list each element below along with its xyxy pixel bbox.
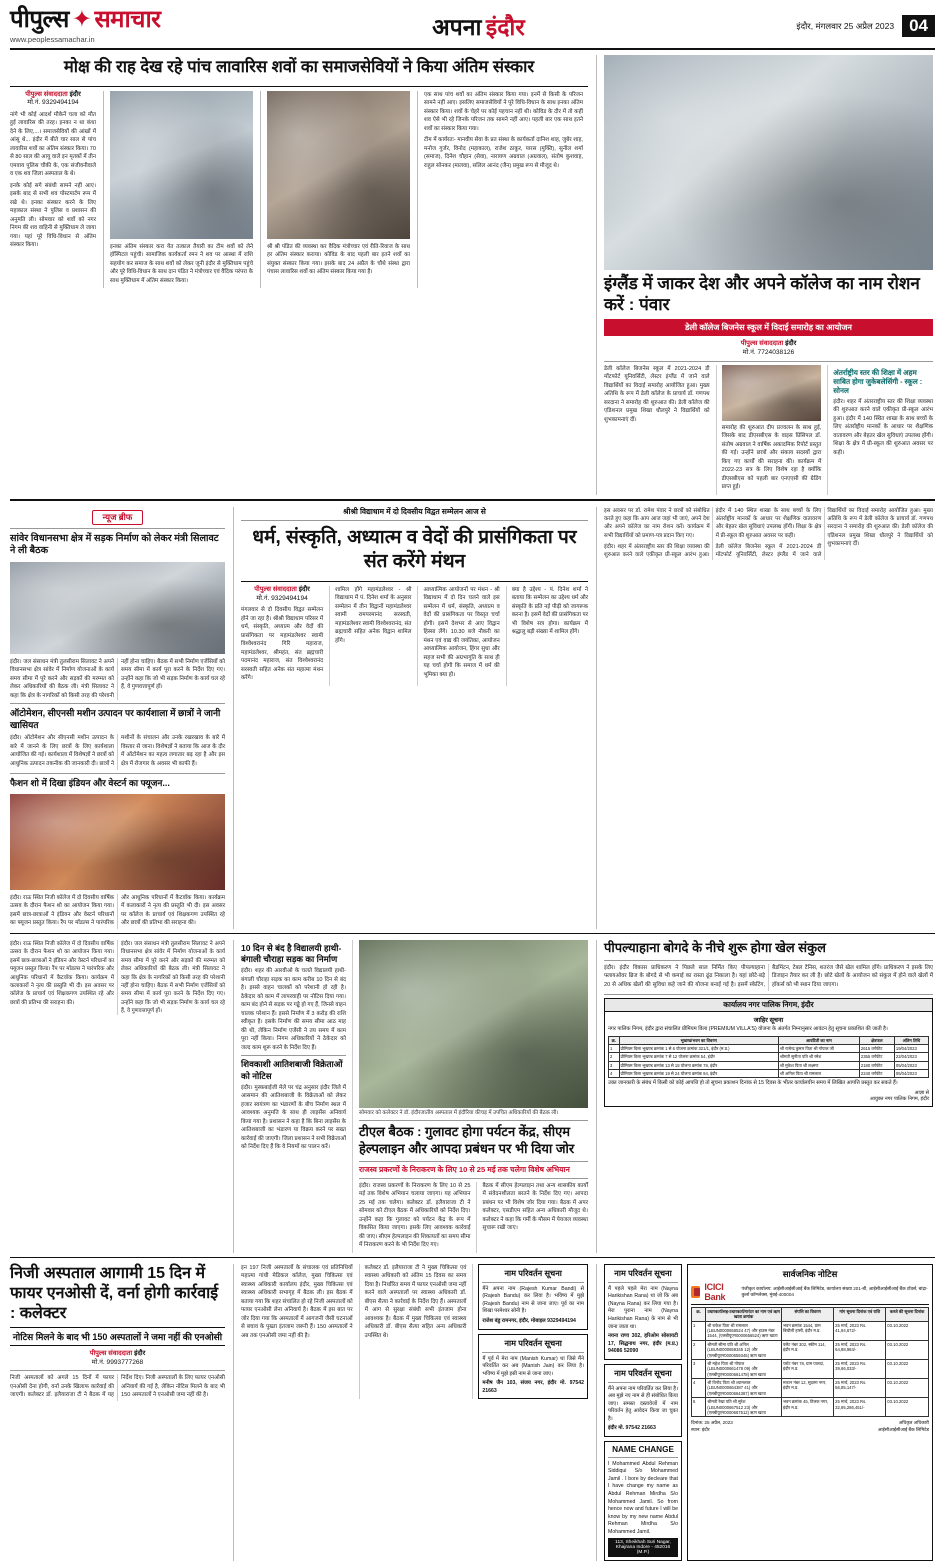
page-number: 04 [902, 15, 935, 37]
municipal-signature [608, 1090, 929, 1103]
bank-name: ICICI Bank [704, 1281, 726, 1302]
muni-cell: 2 [609, 1053, 620, 1061]
news-brief-tag: न्यूज ब्रीफ [92, 510, 144, 525]
bank-cell: 03.10.2022 [886, 1359, 929, 1378]
bank-cell: श्रीमती रेखा पति श्री सुरेश (LBUN0000667512 23) और (एलबीयूएन0000667512) ऋण खाता [706, 1398, 782, 1417]
muni-col-1: भूखण्ड/भवन का विवरण [619, 1036, 778, 1044]
website-url[interactable]: www.peoplessamachar.in [10, 35, 95, 44]
muni-cell: श्री राजेन्द्र कुमार पिता श्री गोपाल जी [778, 1044, 859, 1052]
vidyadham-para-3: आध्यात्मिक आयोजनों पर मंथन - श्री विद्याधाम में दो दिन चलने वाले इस सम्मेलन में धर्म, संस्कृति, अध्यात्म व वेदों की प्रासंगिकता पर विस्तृत चर्चा होगी। इसमें देशभर से आए विद्वान हिस्सा लेंगे। 10.30 बजे नौकरी का मंथन एवं वाद्य की जयंतिका, आयोजन आध्यात्मिक आयोजन, हिंगर सुधा और सहज सभी की अग्रभागुति के साथ ही यह चर्चा होगी कि समाज में धर्म की भूमिका क्या हो। [423, 586, 500, 678]
road-story [241, 940, 346, 1253]
name-change-title-4: नाम परिवर्तन सूचना [614, 1368, 672, 1378]
england-byline-location: इंदौर [785, 340, 797, 348]
muni-cell: 05/04/2023 [894, 1070, 928, 1078]
muni-col-4: अंतिम तिथि [894, 1036, 928, 1044]
table-row [609, 1070, 929, 1078]
tl-meeting-photo-caption: सोमवार को कलेक्टर ने डॉ. इंदौरजातीय अस्पताल में इंदौरिया कीचड़ में उपचित अधिकारियों की बैठक ली। [359, 1110, 559, 1117]
lead-phone: मो.नं. 9329494194 [27, 99, 79, 107]
vidyadham-byline [241, 586, 323, 595]
vidyadham-story [233, 507, 588, 930]
hospital-col-2 [241, 1264, 353, 1399]
bank-cell: 25 मार्च, 2023 Rs. 41,94,672/- [834, 1321, 886, 1340]
hospital-para-2: इन 197 निजी अस्पतालों के संचालक एवं प्रतिनिधियों महात्मा गांधी मेडिकल कॉलेज, मुख्य चिकित्सा एवं स्वास्थ्य अधिकारी कार्यालय इंदौर, मुख्य चिकित्सा एवं स्वास्थ्य अधिकारी सभागृह में बैठक ली। इस बैठक में बताया गया कि शहर संचालित हो रहे निजी अस्पतालों को फायर एनओसी लेना अनिवार्य है। बैठक में इस बात पर जोर दिया गया कि अस्पतालों में आगजनी जैसी घटनाओं से बचाव के पुख्ता इंतजाम जरूरी हैं। 150 अस्पतालों ने अब तक एनओसी जमा नहीं की है। [241, 1264, 353, 1339]
name-change-english-body: I Mohammed Abdul Rehman Siddiqui S/o Mohammed Jamil . I bore by decleare that I have change my name as Abdul Rehman Mirdha S/o Mohammed Jamil. So from hence now and future I will be know by my new name Abdul Rehman Mirdha S/o Mohammed Jamil. [608, 1460, 678, 1535]
vidyadham-col-4 [506, 586, 588, 686]
table-row [609, 1061, 929, 1069]
england-byline-source: पीपुल्स संवाददाता [740, 340, 784, 348]
bottom-mid-column [233, 1264, 588, 1561]
brief-text-3: इंदौर। राऊ स्थित निजी कॉलेज में दो दिवसीय वार्षिक उत्सव के दौरान फैशन शो का आयोजन किया गया। इसमें छात्र-छात्राओं ने इंडियन और वेस्टर्न परिधानों का फ्यूजन प्रस्तुत किया। रैंप पर मॉडल्स ने पारंपरिक और आधुनिक परिधानों में कैटवॉक किया। कार्यक्रम में कलाकारों ने नृत्य की प्रस्तुति भी दी। इस अवसर पर कॉलेज के प्राचार्य एवं शिक्षकगण उपस्थित रहे और छात्रों की प्रतिभा की सराहना की। [10, 894, 225, 927]
bank-cell: मकान नंबर 12, सुदामा नगर, इंदौर म.प्र. [782, 1379, 834, 1398]
hospital-para-3: कलेक्टर डॉ. इलैयाराजा टी ने मुख्य चिकित्सा एवं स्वास्थ्य अधिकारी को अंतिम 15 दिवस का समय दिया है। निर्धारित समय में फायर एनओसी जमा नहीं करने वाले अस्पतालों पर स्वास्थ्य अधिकारी डॉ. बीएस सैत्या ने कार्रवाई के निर्देश दिए हैं। अस्पतालों में आग से सुरक्षा संबंधी सभी इंतजाम होना आवश्यक है। बैठक में मुख्य चिकित्सा एवं स्वास्थ्य अधिकारी डॉ. बीएस सैत्या सहित अन्य अधिकारी उपस्थित थे। [364, 1264, 467, 1339]
bank-date-line: दिनांक: 25 अप्रैल, 2023 [691, 1420, 733, 1426]
municipal-notice-box [604, 998, 933, 1107]
edition-word-city: इंदौर [485, 14, 525, 40]
hospital-subhead: नोटिस मिलने के बाद भी 150 अस्पतालों ने जमा नहीं की एनओसी [10, 1327, 225, 1346]
name-change-body-4: मैंने अपना नाम परिवर्तित कर लिया है। अब मुझे नए नाम से ही संबोधित किया जाए। समस्त दस्तावेजों में नाम परिवर्तन हेतु आवेदन किया जा चुका है। [608, 1385, 678, 1422]
public-notice-title: सार्वजनिक नोटिस [782, 1268, 838, 1279]
brief-headline-3: फैशन शो में दिखा इंडियन और वेस्टर्न का फ्यूजन... [10, 777, 170, 788]
bank-cell: 03.10.2022 [886, 1379, 929, 1398]
name-change-title-3: नाम परिवर्तन सूचना [504, 1338, 562, 1348]
lead-col-2 [103, 91, 253, 289]
bank-cell: 5 [692, 1398, 706, 1417]
vidyadham-byline-location: इंदौर [298, 585, 310, 593]
firecracker-story-text: इंदौर। मुस्कबाईजी मेले पर चंद्र अनुसार इंदौर जिले में आसमान की आतिशबाजी के विक्रेताओं को लेकर हजार स्वयंत्रण का भंडारणों के बीच निर्माण स्थल में आवश्यक अनुमति के साथ ही लाइसेंस अनिवार्य किया गया है। प्रशासन ने कहा है कि बिना लाइसेंस के आतिशबाजी का भंडारण या विक्रय करने पर सख्त कार्रवाई की जाएगी। जिला प्रशासन ने सभी विक्रेताओं को निर्देश दिए हैं कि वे नियमों का पालन करें। [241, 1084, 347, 1151]
brief-headline-2: ऑटोमेशन, सीएनसी मशीन उत्पादन पर कार्यशाला में छात्रों ने जानी खासियत [10, 708, 221, 730]
road-story-text: इंदौर। शहर की आरवीओ के चलते विद्यालयी हाथी-बंगाली चौराहा सड़क का काम करीब 10 दिन से बंद है। इससे वाहन चालकों को परेशानी हो रही है। ठेकेदार को काम में लापरवाही पर नोटिस दिया गया। काम बंद होने से सड़क पर गड्ढे हो गए हैं, जिनसे वाहन चालक परेशान हैं। इससे निर्माण में 3 करोड़ की राशि स्वीकृत है। इसके निर्माण की समय सीमा आठ माह की थी, लेकिन निर्माण एजेंसी ने तय समय में काम पूरा नहीं किया। निगम अधिकारियों ने ठेकेदार को जल्द काम शुरू करने के निर्देश दिए हैं। [241, 968, 346, 1051]
bank-cell: 2 [692, 1340, 706, 1359]
preschool-continued-2: इंदौर। शहर में अंतरराष्ट्रीय स्तर की शिक्षा व्यवस्था की शुरुआत करने वाले एकीकृत प्री-स्कूल आरंभ हुआ। इंदौर में 140 स्थित शाखा के साथ बच्चों के लिए अंतर्राष्ट्रीय मानकों के आधार पर शैक्षणिक वातावरण और बेहतर खेल सुविधाएं उपलब्ध होंगी। शिक्षा के क्षेत्र में प्री-स्कूल की शुरुआत अवसर पर कही। [604, 507, 822, 559]
muni-cell: 3 [609, 1061, 620, 1069]
lead-para-1: नांगे भी कोई आदर्श मौकेनें चला को मौत हुई लावारिस की तरह। इनका न था कंधा देने के लिए,...। समाजसेवियों की आंखों में आंसू थे... इंदौर में बीते चार साल से पांच लावारिस शवों का अंतिम संस्कार किया। 70 से 80 साल की आयु वाले इन मृतकों में तीन एमवाय पुलिस चौकी के, एक संजीवनीवाले व एक शव जिला अस्पताल के थे। [10, 111, 96, 178]
bank-sign-label: अधिकृत अधिकारी [898, 1420, 929, 1426]
vidyadham-col-2 [329, 586, 411, 686]
tl-meeting-photo [359, 940, 588, 1108]
muni-cell: 1 [609, 1044, 620, 1052]
england-photo [604, 55, 933, 270]
lead-para-2: इनके कोई सगे संबंधी सामने नहीं आए। इसके बाद से सभी शव पोस्टमार्टम रूम में रखे थे। इनका संस्कार करने के लिए महाकाल संस्था ने पुलिस व प्रशासन की अनुमति ली। सोमवार को शवों को नगर निगम की शव वाहिनी से मुक्तिधाम ले जाया गया। यहां पूरे विधि-विधान से अंतिम संस्कार किया। [10, 182, 96, 249]
muni-cell: श्री अनिल पिता श्री रामलाल [778, 1070, 859, 1078]
vidyadham-byline-source: पीपुल्स संवाददाता [254, 585, 297, 593]
lead-para-6: टीम में कार्यरतः- मानवीय सेवा के प्रत संस्था के कार्यकर्ता दानिश शाह, जुबेर शाह, मनोज गुर्जर, विनोद (महाकाल), राजेश ठाकुर, पारस (मुक्ति), सुनील शर्मा (समाज), दिनेश चौहान (सेवा), नारायण अग्रवाल (अग्रवाल), संतोष कुशवाह, राहुल सोनकर (मालवा), सलिल आनंद (जैन) प्रमुख रूप से मौजूद थे। [424, 137, 583, 169]
name-change-title-1: नाम परिवर्तन सूचना [504, 1268, 562, 1278]
muni-cell: 2355 वर्गफीट [859, 1053, 894, 1061]
masthead-right [796, 15, 935, 37]
vidyadham-phone: मो.नं. 9329494194 [256, 594, 308, 602]
hospital-byline-source: पीपुल्स संवाददाता [89, 1350, 133, 1358]
sports-text: इंदौर। इंदौर विकास प्राधिकरण ने पिछले साल निर्मित किए पीपल्याहाना फ्लायओवर ब्रिज के बोगदे से भी कमाई का रास्ता ढूंढ निकाला है। यहां छोटे-बड़े 20 से अधिक खेलों की सुविधा कहे जाने की योजना बनाई गई है। इसमें स्केटिंग, बैडमिंटन, टेबल टेनिस, शतरंज जैसे खेल शामिल होंगे। प्राधिकरण ने इसके लिए डिजाइन तैयार कर ली है। छोटे खेलों के आयोजन को संकुल में होने वाले खेलों में हॉकर्स को भी स्थान दिया जाएगा। [604, 964, 933, 988]
bank-cell: भवन क्रमांक 1544, ग्राम बिचौली हप्सी, इंदौर म.प्र. [782, 1321, 834, 1340]
bank-col-1: उधारकर्ता/सह-उधारकर्ता/गारंटर का नाम एवं ऋण खाता क्रमांक [707, 1308, 780, 1320]
preschool-continued: इस अवसर पर डॉ. रामेश पंवार ने छात्रों को संबोधित करते हुए कहा कि आप आज जहां भी जाएं, अपने देश और अपने कॉलेज का नाम रोशन करें। कार्यक्रम में सभी विद्यार्थियों को प्रमाण-पत्र प्रदान किए गए। [604, 507, 710, 539]
bank-signature [878, 1420, 929, 1433]
vidyadham-col-3 [417, 586, 499, 686]
bank-notice-table [691, 1307, 929, 1417]
muni-cell: 4 [609, 1070, 620, 1078]
tl-meeting-subhead: राजस्व प्रकरणों के निराकरण के लिए 10 से 25 मई तक चलेगा विशेष अभियान [359, 1164, 570, 1174]
name-change-box-2 [604, 1264, 682, 1360]
vidyadham-col-1 [241, 586, 323, 686]
bank-cell: 1 [692, 1321, 706, 1340]
bank-address: पंजीकृत कार्यालय: आईसीआईसीआई बैंक लिमिटेड, कार्यालय संख्या 201-बी, आईसीआईसीआई बैंक टॉवर्स, बांद्रा-कुर्ला कॉम्प्लेक्स, मुंबई-400004 [741, 1285, 928, 1297]
middle-section [10, 507, 935, 930]
name-change-box-1 [478, 1264, 588, 1330]
table-row [692, 1359, 929, 1378]
brief-cont-1: इंदौर। राऊ स्थित निजी कॉलेज में दो दिवसीय वार्षिक उत्सव के दौरान फैशन शो का आयोजन किया गया। इसमें छात्र-छात्राओं ने इंडियन और वेस्टर्न परिधानों का फ्यूजन प्रस्तुत किया। रैंप पर मॉडल्स ने पारंपरिक और आधुनिक परिधानों में कैटवॉक किया। कार्यक्रम में कलाकारों ने नृत्य की प्रस्तुति भी दी। इस अवसर पर कॉलेज के प्राचार्य एवं शिक्षकगण उपस्थित रहे और छात्रों की प्रतिभा की सराहना की। [10, 941, 114, 1006]
england-col-1 [604, 365, 710, 495]
name-change-box-3 [478, 1334, 588, 1400]
england-para-2: समारोह की शुरुआत दीप प्रज्वलन के साथ हुई, जिसके बाद डीएसबीएस के वाइस प्रिंसिपल डॉ. संतोष अग्रवाल ने वार्षिक अकादमिक रिपोर्ट प्रस्तुत की गई। उन्होंने छात्रों और संकाय सदस्यों द्वारा किए गए कार्यों की सराहना की। कार्यक्रम में 2022-23 सत्र के लिए विशेष रहा है क्योंकि डीएसबीएस को पहली बार एनएएसी की ग्रेडिंग प्राप्त हुई। [721, 424, 822, 491]
logo-text: पीपुल्स ✦ समाचार [10, 6, 161, 33]
bank-cell: श्री महेश पिता श्री गोपाल (LBUN0000661478 09) और (एलबीयूएन0000661478) ऋण खाता [706, 1359, 782, 1378]
hospital-phone: मो.नं. 9993777268 [91, 1358, 144, 1366]
name-change-english-address: 113, Sheikhah Suri Nagar, Khajrana Indore - 452016 (M.P.) [608, 1538, 678, 1557]
muni-cell: 2615 वर्गफीट [859, 1044, 894, 1052]
bank-cell: प्लॉट नंबर 78, ग्राम पालदा, इंदौर म.प्र. [782, 1359, 834, 1378]
byline-source: पीपुल्स संवाददाता [25, 90, 68, 98]
name-change-body-1: मैंने अपना नाम (Rajesh Kumar Bandi) से (Rajesh Bandu) कर लिया है। भविष्य में मुझे (Rajesh Bandu) नाम से जाना जाए। पूर्व का नाम शिखा परमेश्वर सोनी है। [482, 1285, 584, 1315]
bank-place-line: स्थान: इंदौर [691, 1426, 710, 1432]
logo-word-1: पीपुल्स [10, 6, 69, 33]
lead-para-5: एक साथ पांच शवों का अंतिम संस्कार किया गया। इनमें से किसी के परिजन सामने नहीं आए। इसलिए समाजसेवियों ने पूरे विधि-विधान के साथ इनका अंतिम संस्कार किया। शवों के चेहरे पर कोई पहचान नहीं थी। कोविड के दौर में तो कहीं शव ऐसे भी रहे जिनके परिजन तक सामने नहीं आए। पहली बार एक साथ इतने शवों का संस्कार किया गया। [424, 91, 583, 132]
bank-cell: 03.10.2022 [886, 1340, 929, 1359]
brief-text-2: इंदौर। ऑटोमेशन और सीएनसी मशीन उत्पादन के बारे में जानने के लिए छात्रों के लिए कार्यशाला आयोजित की गई। कार्यशाला में विशेषज्ञों ने छात्रों को आधुनिक उत्पादन तकनीक की जानकारी दी। छात्रों ने मशीनों के संचालन और उनके रखरखाव के बारे में विस्तार से जाना। विशेषज्ञों ने बताया कि आज के दौर में ऑटोमेशन का महत्व लगातार बढ़ रहा है और इस क्षेत्र में रोजगार के अवसर भी काफी हैं। [10, 735, 225, 767]
bank-sign-name: आईसीआईसीआई बैंक लिमिटेड [877, 1426, 929, 1432]
bottom-section [10, 1264, 935, 1561]
bank-cell: 25 मार्च, 2023 Rs. 39,66,033/- [834, 1359, 886, 1378]
england-subhead: डेली कॉलेज बिजनेस स्कूल में विदाई समारोह का आयोजन [604, 319, 933, 336]
bank-cell: 4 [692, 1379, 706, 1398]
name-change-body-3: मैं पूर्व में मेरा नाम (Manish Kumar) था जिसे मैंने परिवर्तित कर अब (Manish Jain) कर लिया है। भविष्य में मुझे इसी नाम से जाना जाए। [482, 1355, 584, 1377]
muni-col-3: क्षेत्रफल [859, 1036, 894, 1044]
table-row [692, 1340, 929, 1359]
england-headline: इंग्लैंड में जाकर देश और अपने कॉलेज का नाम रोशन करें : पंवार [604, 274, 920, 314]
municipal-notice-subtitle: जाहिर सूचना [753, 1016, 784, 1024]
name-change-title-2: नाम परिवर्तन सूचना [614, 1268, 672, 1278]
bank-col-4: कब्जे की सूचना दिनांक [886, 1307, 929, 1321]
icici-logo-icon [691, 1286, 700, 1298]
lead-para-3: इनका अंतिम संस्कार करा येत तत्काल तैयारी का टीम शवों को लेने हॉस्पिटल पहुंची। सामाजिक कार्यकर्ता रमन ने शव पर आस्था में राशि सहयोग कर समाज के साथ शवों को लेकर जूनी इंदौर से मुक्तिधाम पहुंचे और पूरे विधि-विधान के साथ दान पंडित ने मंत्रोच्चार एवं वैदिक परंपरा के साथ मुक्तिधाम में अंतिम संस्कार किया। [110, 243, 253, 284]
bank-cell: 03.10.2022 [886, 1398, 929, 1417]
hospital-byline [10, 1350, 225, 1359]
hospital-col-3 [359, 1264, 467, 1399]
bank-cell: भवन क्रमांक 45, तिलक नगर, इंदौर म.प्र. [782, 1398, 834, 1417]
lead-section [10, 55, 935, 495]
table-row [692, 1321, 929, 1340]
lower-right-column [596, 940, 933, 1253]
municipal-notice-intro: नगर पालिक निगम, इंदौर द्वारा संचालित प्रीमियम विला (PREMIUM VILLA'S) योजना के अंतर्गत निम्नानुसार आवंटन हेतु सूचना प्रकाशित की जाती है। [608, 1025, 888, 1032]
hospital-para-1: निजी अस्पतालों को अगले 15 दिनों में फायर एनओसी देना होगी, वर्ना उनके खिलाफ कार्रवाई की जाएगी। कलेक्टर डॉ. इलैयाराजा टी ने बैठक में यह निर्देश दिए। निजी अस्पतालों के लिए फायर एनओसी अनिवार्य की गई है, लेकिन नोटिस मिलने के बाद भी 150 अस्पतालों ने एनओसी जमा नहीं की है। [10, 1375, 225, 1399]
name-change-address-3: मनीष जैन 103, संजय नगर, इंदौर मो. 97542 21663 [482, 1380, 584, 1394]
muni-cell: श्री मुकेश पिता श्री लक्ष्मण [778, 1061, 859, 1069]
bank-cell: श्री विनोद पिता श्री श्यामलाल (LBUN0000664387 41) और (एलबीयूएन0000664387) ऋण खाता [706, 1379, 782, 1398]
brief-photo-1 [10, 562, 225, 654]
name-change-address-1: राजेश बंडु रामनगर, इंदौर, मोबाइल 9329494194 [482, 1318, 576, 1325]
sports-headline: पीपल्याहाना बोगदे के नीचे शुरू होगा खेल संकुल [604, 940, 826, 956]
bank-col-3: मांग सूचना दिनांक एवं राशि [834, 1307, 886, 1321]
municipal-footer-note: उक्त जानकारी के संबंध में किसी को कोई आपत्ति हो तो सूचना प्रकाशन दिनांक से 15 दिवस के भीतर कार्यालयीन समय में लिखित आपत्ति प्रस्तुत कर सकते हैं। [608, 1080, 898, 1087]
municipal-sign-label: आज्ञा से [914, 1089, 929, 1096]
edition-word-apna: अपना [432, 14, 482, 40]
bank-cell: 25 मार्च, 2023 Rs. 32,95,286,451/- [834, 1398, 886, 1417]
table-row [609, 1053, 929, 1061]
byline-location: इंदौर [69, 90, 81, 98]
preschool-continued-3: डेली कॉलेज बिजनेस स्कूल में 2021-2024 डी मोंटफोर्ट यूनिवर्सिटी, लेस्टर इंग्लैंड में जाने वाले विद्यार्थियों का विदाई समारोह आयोजित हुआ। मुख्य अतिथि के रूप में डेली कॉलेज के प्राचार्य डॉ. गणपथ सरदाना ने समारोह की शुरुआत की। डेली कॉलेज की एडिशनल प्रमुख शिखा धौलपुरे ने विद्यार्थियों को शुभकामनाएं दीं। [715, 507, 933, 559]
table-row [609, 1044, 929, 1052]
edition-title [161, 10, 797, 42]
vidyadham-para-2: शामिल होंगे महामंडलेश्वर - श्री विद्याधाम में पं. दिनेश शर्मा के अनुसार सम्मेलन में तीन विद्वानों महामंडलेश्वर स्वामी रामपरमानंद सरस्वती, महामंडलेश्वर स्वामी विश्वेश्वरानंद, संत ब्रह्मचारी सहित अनेक विद्वान शामिल होंगे। [335, 586, 412, 644]
england-phone: मो.नं. 7724038126 [742, 349, 795, 357]
vidyadham-kicker: श्रीश्री विद्याधाम में दो दिवसीय विद्वत सम्मेलन आज से [343, 506, 486, 516]
muni-cell: 05/04/2023 [894, 1061, 928, 1069]
road-story-headline: 10 दिन से बंद है विद्यालयी हाथी-बंगाली चौराहा सड़क का निर्माण [241, 943, 342, 965]
brief-headline-1: सांवेर विधानसभा क्षेत्र में सड़क निर्माण को लेकर मंत्री सिलावट ने ली बैठक [10, 532, 219, 557]
lower-section [10, 940, 935, 1253]
england-photo-2 [722, 365, 822, 421]
municipal-notice-title: कार्यालय नगर पालिक निगम, इंदौर [605, 999, 932, 1012]
publication-logo [10, 8, 161, 44]
name-change-address-4: इंदौर मो. 97542 21663 [608, 1425, 656, 1432]
hospital-headline: निजी अस्पताल आगामी 15 दिन में फायर एनओसी दें, वर्ना होगी कार्रवाई : कलेक्टर [10, 1264, 219, 1323]
bank-col-2: संपत्ति का विवरण [782, 1307, 834, 1321]
lead-headline: मोक्ष की राह देख रहे पांच लावारिस शवों का समाजसेवियों ने किया अंतिम संस्कार [63, 58, 535, 76]
lead-col-4 [417, 91, 583, 289]
muni-cell: 22/04/2023 [894, 1053, 928, 1061]
brief-photo-2 [10, 794, 225, 890]
bank-table-header-row [692, 1307, 929, 1321]
vidyadham-para-4: क्या है उद्देश्य - पं. दिनेश शर्मा ने बताया कि सम्मेलन का उद्देश्य धर्म और संस्कृति के प्रति नई पीढ़ी को जागरूक करना है। इसमें वेदों की प्रासंगिकता पर भी विशेष सत्र होगा। कार्यक्रम में श्रद्धालु बड़ी संख्या में शामिल होंगे। [511, 586, 588, 636]
name-change-english-box [604, 1441, 682, 1561]
preschool-caption-headline: अंतर्राष्ट्रीय स्तर की शिक्षा में अहम साबित होगा जुकेबलेसिंगी - स्कूल : सोनल [833, 367, 923, 396]
bank-notice-box [687, 1264, 933, 1561]
news-brief-column [10, 507, 225, 930]
england-col-3 [827, 365, 933, 495]
bank-cell: श्रीमती सीमा पति श्री अनिल (LBUN0000659345 12) और (एलबीयूएन0000659345) ऋण खाता [706, 1340, 782, 1359]
bank-col-0: क्र. [692, 1307, 706, 1321]
municipal-table-header-row [609, 1036, 929, 1044]
lower-left-column [10, 940, 225, 1253]
lead-photo-2 [267, 91, 410, 239]
muni-cell: प्रीमियम विला भूखण्ड क्रमांक 19 से 24 योजना क्रमांक 94, इंदौर [619, 1070, 778, 1078]
lead-story [10, 55, 588, 495]
muni-cell: प्रीमियम विला भूखण्ड क्रमांक 7 से 12 योजना क्रमांक 54, इंदौर [619, 1053, 778, 1061]
bank-cell: 03.10.2022 [886, 1321, 929, 1340]
preschool-column [596, 507, 933, 930]
tl-meeting-para-1: इंदौर। राजस्व प्रकरणों के निराकरण के लिए 10 से 25 मई तक विशेष अभियान चलाया जाएगा। यह अभियान 25 मई तक चलेगा। कलेक्टर डॉ. इलैयाराजा टी ने सोमवार को टीएल बैठक में अधिकारियों को निर्देश दिए। उन्होंने कहा कि गुलावट को पर्यटन केंद्र के रूप में विकसित किया जाएगा। इसके लिए आवश्यक कार्रवाई की जाए। सीएम हेल्पलाइन की शिकायतों का समय सीमा में निराकरण करने के भी निर्देश दिए गए। [359, 1182, 471, 1249]
name-change-english-title: NAME CHANGE [612, 1444, 674, 1454]
brief-text-1: इंदौर। जल संसाधन मंत्री तुलसीराम सिलावट ने अपने विधानसभा क्षेत्र सांवेर में निर्माण योजनाओं के कार्य समय सीमा में पूरे करने और सड़कों की मरम्मत को लेकर अधिकारियों की बैठक ली। मंत्री सिलावट ने कहा कि क्षेत्र के नागरिकों को किसी तरह की परेशानी नहीं होना चाहिए। बैठक में सभी निर्माण एजेंसियों को समय सीमा में कार्य पूरा करने के निर्देश दिए गए। उन्होंने कहा कि जो भी सड़क निर्माण के कार्य चल रहे हैं, वे गुणवत्तापूर्ण हों। [10, 658, 225, 699]
tl-meeting-para-2: बैठक में सीएम हेल्पलाइन तथा अन्य शासकीय कार्यों में संवेदनशीलता बरतने के निर्देश दिए गए। आपदा प्रबंधन पर भी विशेष जोर दिया गया। बैठक में अपर कलेक्टर, एसडीएम सहित अन्य अधिकारी मौजूद थे। कलेक्टर ने कहा कि गर्मी के मौसम में पेयजल व्यवस्था सुचारू रखी जाए। [482, 1182, 588, 1232]
bank-cell: 25 मार्च, 2023 Rs. 64,88,984/- [834, 1340, 886, 1359]
bank-cell: श्री राकेश पिता श्री रामलाल (LBUN0000656524 47) और हाउस नंबर 1544, (एलबीयूएन0000656524) ऋण खाता [706, 1321, 782, 1340]
lead-photo [110, 91, 253, 239]
vidyadham-headline: धर्म, संस्कृति, अध्यात्म व वेदों की प्रासंगिकता पर संत करेंगे मंथन [252, 526, 577, 573]
bank-cell: फ्लैट नंबर 302, स्कीम 114, इंदौर म.प्र. [782, 1340, 834, 1359]
muni-cell: प्रीमियम विला भूखण्ड क्रमांक 13 से 18 योजना क्रमांक 78, इंदौर [619, 1061, 778, 1069]
name-change-stack [604, 1264, 682, 1561]
muni-cell: प्रीमियम विला भूखण्ड क्रमांक 1 से 6 योजना क्रमांक 321/1, इंदौर (म.प्र.) [619, 1044, 778, 1052]
england-story [596, 55, 933, 495]
hospital-byline-location: इंदौर [134, 1350, 146, 1358]
name-change-box-4 [604, 1364, 682, 1437]
bottom-right-column [596, 1264, 933, 1561]
masthead [10, 8, 935, 50]
lower-mid-column [233, 940, 588, 1253]
classifieds-column [472, 1264, 588, 1399]
lead-col-3 [260, 91, 410, 289]
muni-cell: 2240 वर्गफीट [859, 1070, 894, 1078]
bank-cell: 25 मार्च, 2023 Rs. 56,85,147/- [834, 1379, 886, 1398]
bank-cell: 3 [692, 1359, 706, 1378]
england-para-1: डेली कॉलेज बिजनेस स्कूल में 2021-2024 डी मोंटफोर्ट यूनिवर्सिटी, लेस्टर इंग्लैंड में जाने वाले विद्यार्थियों का विदाई समारोह आयोजित हुआ। मुख्य अतिथि के रूप में डेली कॉलेज के प्राचार्य डॉ. गणपथ सरदाना ने समारोह की शुरुआत की। डेली कॉलेज की एडिशनल प्रमुख शिखा धौलपुरे ने विद्यार्थियों को शुभकामनाएं दीं। [604, 365, 710, 423]
preschool-para: इंदौर। शहर में अंतरराष्ट्रीय स्तर की शिक्षा व्यवस्था की शुरुआत करने वाले एकीकृत प्री-स्कूल आरंभ हुआ। इंदौर में 140 स्थित शाखा के साथ बच्चों के लिए अंतर्राष्ट्रीय मानकों के आधार पर शैक्षणिक वातावरण और बेहतर खेल सुविधाएं उपलब्ध होंगी। शिक्षा के क्षेत्र में प्री-स्कूल की शुरुआत अवसर पर कही। [833, 398, 934, 456]
municipal-sign-name: आयुक्त नगर पालिक निगम, इंदौर [869, 1096, 929, 1103]
tl-meeting-story [352, 940, 588, 1253]
vidyadham-para-1: मंगलवार से दो दिवसीय विद्वत सम्मेलन होने जा रहा है। श्रीश्री विद्याधाम परिसर में धर्म, संस्कृति, अध्यात्म और वेदों की प्रासंगिकता पर महामंडलेश्वर स्वामी विश्वेश्वरानंद गिरि महाराज, महामंडलेश्वर, श्रीमहंत, संत ब्रह्मचारी पदमानंद महाराज, संत विश्वेश्वरानंद सरस्वती सहित अनेक संत महात्मा मंथन करेंगे। [241, 607, 324, 682]
table-row [692, 1398, 929, 1417]
muni-col-0: क्र. [609, 1036, 620, 1044]
firecracker-story-headline: शिवकाशी आतिशबाजी विक्रेताओं को नोटिस [241, 1059, 343, 1081]
logo-word-2: समाचार [94, 6, 161, 33]
lead-col-1 [10, 91, 96, 289]
lead-para-4: श्री श्री पंडित की व्यवस्था कर वैदिक मंत्रोच्चार एवं रीति-रिवाज के साथ हर अंतिम संस्कार कराया। कोविड के बाद पहली बार इतने शवों का संयुक्त संस्कार किया गया। इसके बाद 24 अप्रैल के चौथे संस्था द्वारा पंचास लावारिस शवों का अंतिम संस्कार किया गया है। [267, 243, 410, 276]
name-change-address-2: नयना राणा 302, हरिओम सोसायटी 17, सिद्धनाथ नगर, इंदौर (म.प्र.) 94086 52090 [608, 1333, 678, 1355]
tl-meeting-headline: टीएल बैठक : गुलावट होगा पर्यटन केंद्र, सीएम हेल्पलाइन और आपदा प्रबंधन पर भी दिया जोर [359, 1124, 575, 1156]
bank-date-place [691, 1420, 733, 1433]
muni-cell: श्रीमती सुनीता पति श्री रमेश [778, 1053, 859, 1061]
hospital-story [10, 1264, 225, 1561]
england-col-2 [716, 365, 822, 495]
bank-header [691, 1282, 929, 1305]
dateline: इंदौर, मंगलवार 25 अप्रैल 2023 [796, 20, 895, 31]
lead-byline [10, 91, 96, 100]
england-byline [604, 340, 933, 349]
municipal-notice-table [608, 1036, 929, 1079]
brief-cont-2: इंदौर। जल संसाधन मंत्री तुलसीराम सिलावट ने अपने विधानसभा क्षेत्र सांवेर में निर्माण योजनाओं के कार्य समय सीमा में पूरे करने और सड़कों की मरम्मत को लेकर अधिकारियों की बैठक ली। मंत्री सिलावट ने कहा कि क्षेत्र के नागरिकों को किसी तरह की परेशानी नहीं होना चाहिए। बैठक में सभी निर्माण एजेंसियों को समय सीमा में कार्य पूरा करने के निर्देश दिए गए। उन्होंने कहा कि जो भी सड़क निर्माण के कार्य चल रहे हैं, वे गुणवत्तापूर्ण हों। [121, 941, 225, 1014]
muni-cell: 19/04/2023 [894, 1044, 928, 1052]
name-change-body-2: मैं पहले पहले मेरा नाम (Nayna Harikishan Rana) था जो कि अब (Nayna Rana) कर लिया गया है। मेरा पुराना नाम (Nayna Harikishan Rana) के नाम से भी जाना जाता था। [608, 1285, 678, 1330]
muni-col-2: आवंटिती का नाम [778, 1036, 859, 1044]
muni-cell: 2180 वर्गफीट [859, 1061, 894, 1069]
table-row [692, 1379, 929, 1398]
